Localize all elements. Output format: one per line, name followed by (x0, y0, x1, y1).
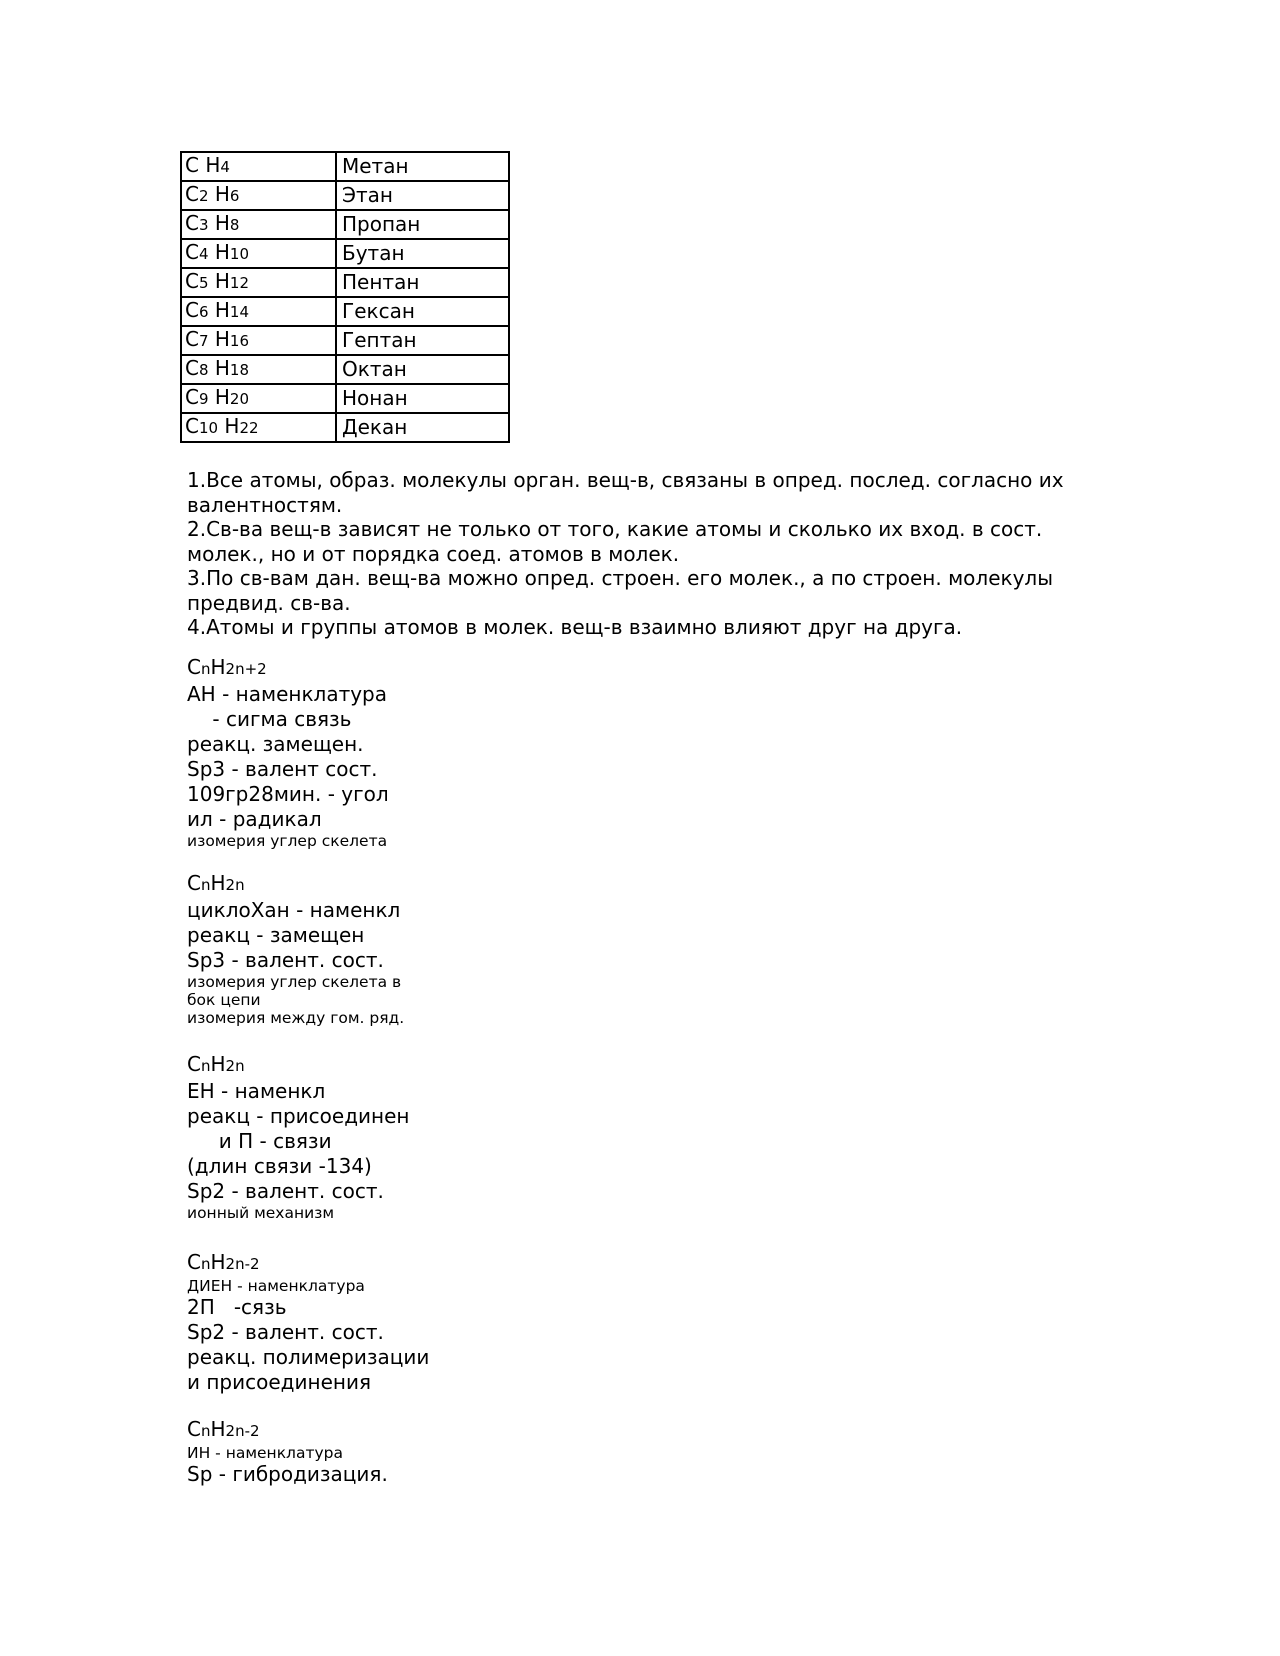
formula-cell: C2 H6 (181, 181, 336, 210)
cycloalkanes-formula: CnH2n (187, 871, 245, 895)
table-row (181, 181, 509, 210)
dienes-note: ДИЕН - наменклатура (187, 1277, 365, 1295)
formula-cell: C7 H16 (181, 326, 336, 355)
table-row (181, 239, 509, 268)
alkanes-formula: CnH2n+2 (187, 655, 267, 679)
alkenes-section (187, 1052, 647, 1222)
name-cell: Метан (336, 152, 509, 181)
cycloalkanes-line: циклоХан - наменкл (187, 898, 401, 922)
alkanes-line: реакц. замещен. (187, 732, 364, 756)
formula-cell: C4 H10 (181, 239, 336, 268)
cycloalkanes-line: реакц - замещен (187, 923, 365, 947)
cycloalkanes-note: изомерия углер скелета в бок цепи (187, 973, 402, 1009)
formula-cell: C6 H14 (181, 297, 336, 326)
formula-cell: C5 H12 (181, 268, 336, 297)
alkanes-table (180, 151, 510, 443)
cycloalkanes-note: изомерия между гом. ряд. (187, 1009, 405, 1027)
table-row (181, 210, 509, 239)
alkanes-note: изомерия углер скелета (187, 832, 388, 850)
alkynes-section (187, 1417, 647, 1487)
alkenes-line: ЕН - наменкл (187, 1079, 326, 1103)
cycloalkanes-line: Sp3 - валент. сост. (187, 948, 384, 972)
formula-cell: C H4 (181, 152, 336, 181)
alkenes-line: (длин связи -134) (187, 1154, 372, 1178)
dienes-formula: CnH2n-2 (187, 1250, 260, 1274)
alkenes-line: Sp2 - валент. сост. (187, 1179, 384, 1203)
formula-cell: C9 H20 (181, 384, 336, 413)
alkenes-line: реакц - присоединен (187, 1104, 410, 1128)
table-row (181, 355, 509, 384)
alkenes-formula: CnH2n (187, 1052, 245, 1076)
name-cell: Бутан (336, 239, 509, 268)
rule-2: 2.Св-ва вещ-в зависят не только от того, какие атомы и сколько их вход. в сост. молек., но и от порядка соед. атомов в молек. (187, 517, 1043, 566)
name-cell: Гептан (336, 326, 509, 355)
name-cell: Нонан (336, 384, 509, 413)
alkanes-line: 109гр28мин. - угол (187, 782, 389, 806)
rule-1: 1.Все атомы, образ. молекулы орган. вещ-в, связаны в опред. послед. согласно их валентностям. (187, 468, 1064, 517)
dienes-line: Sp2 - валент. сост. (187, 1320, 384, 1344)
alkanes-section (187, 655, 647, 850)
table-row (181, 413, 509, 442)
cycloalkanes-section (187, 871, 647, 1027)
alkenes-note: ионный механизм (187, 1204, 335, 1222)
alkynes-formula: CnH2n-2 (187, 1417, 260, 1441)
name-cell: Пентан (336, 268, 509, 297)
name-cell: Октан (336, 355, 509, 384)
table-row (181, 268, 509, 297)
name-cell: Пропан (336, 210, 509, 239)
table-row (181, 297, 509, 326)
name-cell: Этан (336, 181, 509, 210)
formula-cell: C3 H8 (181, 210, 336, 239)
table-row (181, 384, 509, 413)
name-cell: Декан (336, 413, 509, 442)
rule-3: 3.По св-вам дан. вещ-ва можно опред. строен. его молек., а по строен. молекулы предвид. св-ва. (187, 566, 1053, 615)
table-row (181, 152, 509, 181)
dienes-line: 2П -сязь (187, 1295, 287, 1319)
alkanes-line: - сигма связь (187, 707, 352, 731)
dienes-section (187, 1250, 647, 1395)
alkanes-line: ил - радикал (187, 807, 322, 831)
alkenes-line: и П - связи (187, 1129, 332, 1153)
name-cell: Гексан (336, 297, 509, 326)
formula-cell: C10 H22 (181, 413, 336, 442)
alkynes-note: ИН - наменклатура (187, 1444, 343, 1462)
alkanes-line: Sp3 - валент сост. (187, 757, 378, 781)
dienes-line: и присоединения (187, 1370, 371, 1394)
alkynes-line: Sp - гибродизация. (187, 1462, 388, 1486)
rule-4: 4.Атомы и группы атомов в молек. вещ-в взаимно влияют друг на друга. (187, 615, 963, 639)
table-row (181, 326, 509, 355)
alkanes-line: АН - наменклатура (187, 682, 388, 706)
butlerov-theory-list (187, 468, 1087, 640)
dienes-line: реакц. полимеризации (187, 1345, 430, 1369)
formula-cell: C8 H18 (181, 355, 336, 384)
